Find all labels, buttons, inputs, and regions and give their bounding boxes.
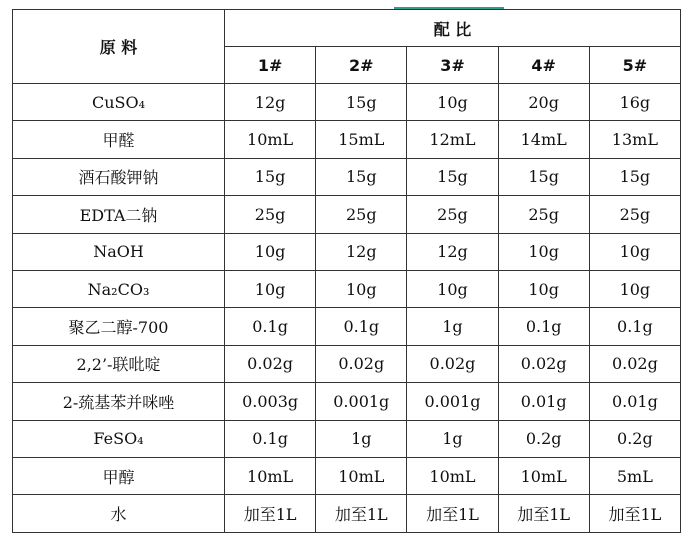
ratio-value: 10g (498, 270, 589, 307)
material-name: FeSO₄ (13, 420, 225, 457)
ratio-value: 0.02g (589, 345, 680, 382)
header-row-top (13, 10, 681, 47)
ratio-value: 15g (316, 84, 407, 121)
ratio-value: 15mL (316, 121, 407, 158)
ratio-value: 10mL (225, 121, 316, 158)
ratio-value: 20g (498, 84, 589, 121)
ratio-value: 25g (498, 196, 589, 233)
ratio-value: 0.1g (589, 308, 680, 345)
ratio-value: 25g (407, 196, 498, 233)
table-row (13, 308, 681, 345)
ratio-value: 12mL (407, 121, 498, 158)
ratio-value: 25g (589, 196, 680, 233)
ratio-value: 16g (589, 84, 680, 121)
material-name: 2-巯基苯并咪唑 (13, 383, 225, 420)
ratio-value: 10g (589, 233, 680, 270)
ratio-value: 10g (589, 270, 680, 307)
ratio-value: 10g (225, 233, 316, 270)
material-header: 原 料 (13, 10, 225, 84)
column-header-3: 3# (407, 47, 498, 84)
ratio-value: 10mL (407, 457, 498, 494)
column-header-5: 5# (589, 47, 680, 84)
material-name: Na₂CO₃ (13, 270, 225, 307)
ratio-value: 10mL (498, 457, 589, 494)
table-row (13, 345, 681, 382)
ratio-value: 10g (316, 270, 407, 307)
ratio-value: 5mL (589, 457, 680, 494)
table-row (13, 270, 681, 307)
material-name: EDTA二钠 (13, 196, 225, 233)
ratio-value: 加至1L (225, 495, 316, 532)
ratio-value: 0.01g (589, 383, 680, 420)
material-name: 2,2’-联吡啶 (13, 345, 225, 382)
table-row (13, 495, 681, 532)
ratio-value: 15g (498, 158, 589, 195)
ratio-value: 0.003g (225, 383, 316, 420)
table-body (13, 84, 681, 533)
ratio-value: 1g (407, 308, 498, 345)
ratio-value: 25g (316, 196, 407, 233)
ratio-value: 12g (407, 233, 498, 270)
ratio-header: 配 比 (225, 10, 681, 47)
material-name: CuSO₄ (13, 84, 225, 121)
material-name: 甲醛 (13, 121, 225, 158)
material-name: NaOH (13, 233, 225, 270)
table-row (13, 233, 681, 270)
ratio-value: 25g (225, 196, 316, 233)
table-row (13, 383, 681, 420)
ratio-value: 10mL (225, 457, 316, 494)
ratio-value: 0.02g (498, 345, 589, 382)
ratio-value: 15g (316, 158, 407, 195)
table-row (13, 420, 681, 457)
ratio-value: 加至1L (498, 495, 589, 532)
ratio-value: 0.001g (407, 383, 498, 420)
ratio-value: 加至1L (316, 495, 407, 532)
ratio-value: 0.1g (316, 308, 407, 345)
ratio-value: 15g (225, 158, 316, 195)
ratio-value: 1g (316, 420, 407, 457)
material-name: 聚乙二醇-700 (13, 308, 225, 345)
table-row (13, 457, 681, 494)
ratio-value: 10g (407, 84, 498, 121)
ratio-value: 0.1g (225, 308, 316, 345)
ratio-value: 10g (407, 270, 498, 307)
ratio-value: 13mL (589, 121, 680, 158)
table-row (13, 121, 681, 158)
material-name: 甲醇 (13, 457, 225, 494)
table-row (13, 84, 681, 121)
ratio-value: 15g (589, 158, 680, 195)
ratio-value: 0.02g (225, 345, 316, 382)
ratio-value: 10mL (316, 457, 407, 494)
material-name: 酒石酸钾钠 (13, 158, 225, 195)
ratio-value: 12g (225, 84, 316, 121)
ratio-value: 0.01g (498, 383, 589, 420)
ratio-value: 0.2g (498, 420, 589, 457)
ratio-value: 10g (225, 270, 316, 307)
ratio-value: 0.1g (225, 420, 316, 457)
ratio-value: 10g (498, 233, 589, 270)
ratio-value: 0.02g (407, 345, 498, 382)
recipe-table (12, 9, 681, 533)
ratio-value: 加至1L (407, 495, 498, 532)
column-header-2: 2# (316, 47, 407, 84)
ratio-value: 1g (407, 420, 498, 457)
ratio-value: 0.1g (498, 308, 589, 345)
column-header-1: 1# (225, 47, 316, 84)
column-header-4: 4# (498, 47, 589, 84)
material-name: 水 (13, 495, 225, 532)
ratio-value: 0.001g (316, 383, 407, 420)
ratio-value: 12g (316, 233, 407, 270)
ratio-value: 0.02g (316, 345, 407, 382)
table-row (13, 196, 681, 233)
ratio-value: 14mL (498, 121, 589, 158)
ratio-value: 加至1L (589, 495, 680, 532)
ratio-value: 15g (407, 158, 498, 195)
table-row (13, 158, 681, 195)
ratio-value: 0.2g (589, 420, 680, 457)
